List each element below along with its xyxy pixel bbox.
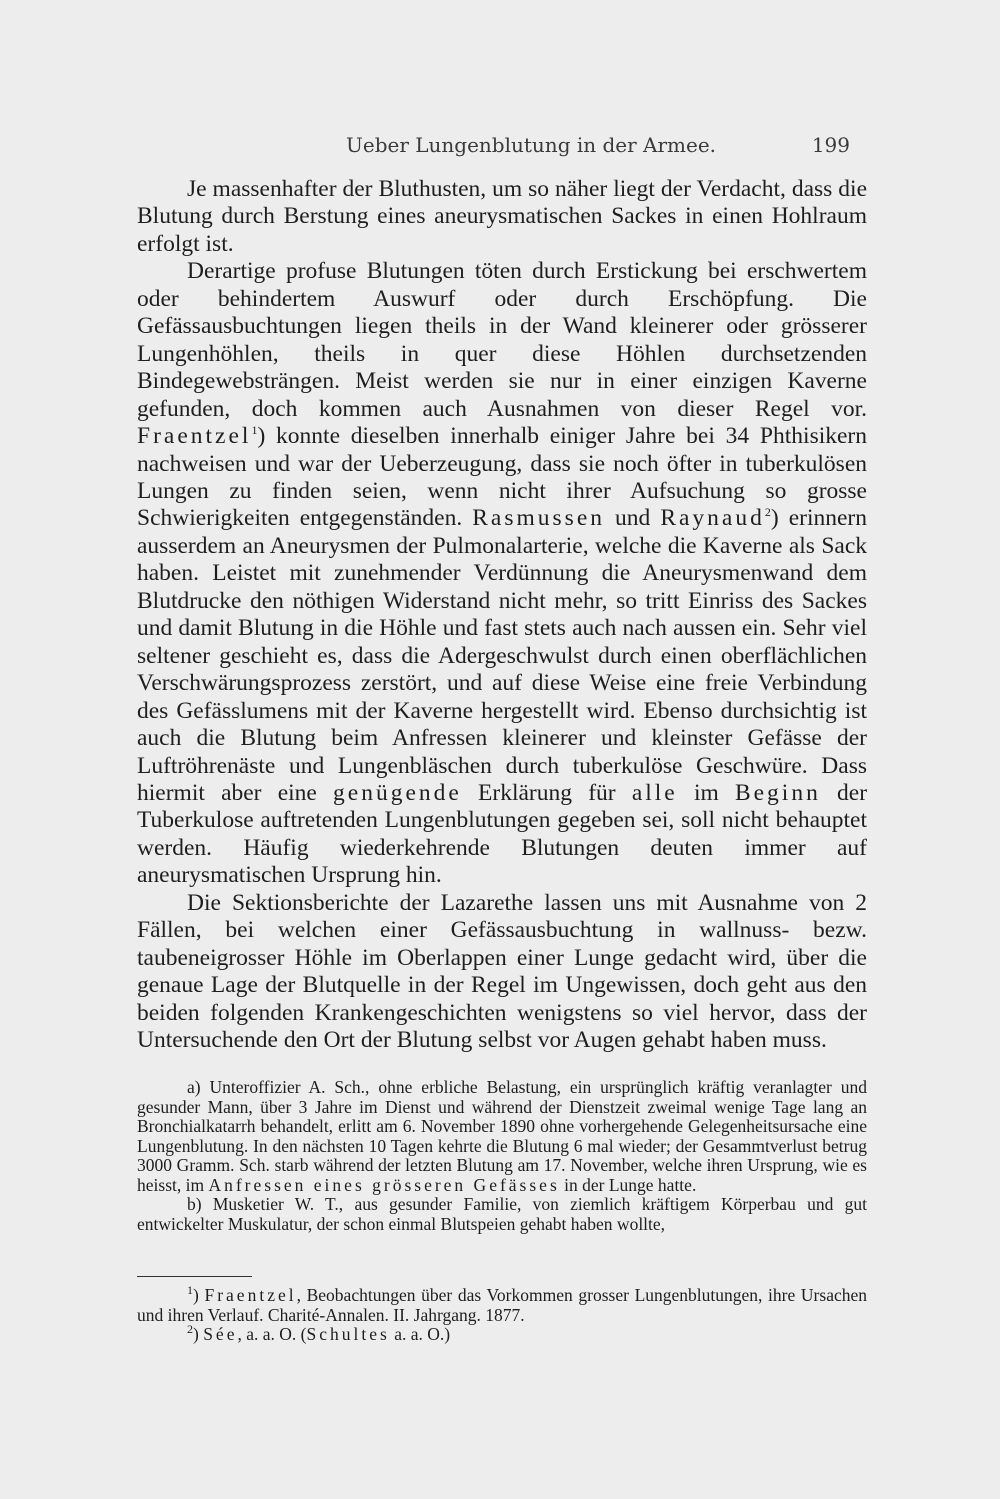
text-run: a. a. O.) xyxy=(389,1324,451,1344)
footnotes xyxy=(137,1283,867,1345)
author-name: Fraentzel xyxy=(137,423,252,450)
text-run: ) konnte dieselben innerhalb einiger Jahre bei 34 Phthisikern nachweisen und war der Ueberzeugung, dass sie noch öfter in tuberkulösen Lungen zu finden seien, wenn nicht ihrer Aufsuchung so grosse Schwierigkeiten entgegenständen. xyxy=(137,423,867,532)
page-number: 199 xyxy=(811,133,850,157)
text-run: in der Lunge hatte. xyxy=(564,1174,697,1195)
text-run: , a. a. O. ( xyxy=(237,1324,307,1344)
text-run: Erklärung für xyxy=(478,779,616,806)
author-name: Raynaud xyxy=(660,505,765,532)
text-run: und xyxy=(615,505,651,532)
text-run: ) erinnern ausserdem an Aneurysmen der Pulmonalarterie, welche die Kaverne als Sack haben. Leistet mit zunehmender Verdünnung die Aneurysmenwand dem Blutdrucke den nöthigen Widerstand nicht mehr, so tritt Einriss des Sackes und damit Blutung in die Höhle und fast stets auch nach aussen ein. Sehr viel seltener geschieht es, dass die Adergeschwulst durch einen oberflächlichen Verschwärungsprozess zerstört, und auf diese Weise eine freie Verbindung des Gefässlumens mit der Kaverne hergestellt wird. Ebenso durchsichtig ist auch die Blutung beim Anfressen kleinerer und kleinster Gefässe der Luftröhrenäste und Lungenbläschen durch tuberkulöse Geschwüre. Dass hiermit aber eine xyxy=(137,505,868,806)
text-run: im xyxy=(693,779,719,806)
case-reports xyxy=(137,1078,867,1234)
author-name: Sée xyxy=(203,1324,238,1344)
footnote-divider xyxy=(137,1276,252,1277)
running-header xyxy=(346,133,850,157)
emphasis: Anfressen eines grösseren Gefässes xyxy=(208,1174,560,1195)
author-name: Schultes xyxy=(306,1324,390,1344)
footnote-ref: 1 xyxy=(251,423,258,438)
footnote-mark: 1 xyxy=(187,1283,193,1298)
emphasis: Beginn xyxy=(734,779,821,806)
case-a xyxy=(137,1078,867,1195)
text-run: der Tuberkulose auftretenden Lungenblutungen gegeben sei, soll nicht behauptet werden. Häufig wiederkehrende Blutungen deuten immer auf aneurysmatischen Ursprung hin. xyxy=(137,779,868,889)
main-text xyxy=(137,176,867,1055)
footnote-mark: 2 xyxy=(187,1322,193,1337)
emphasis: alle xyxy=(631,779,678,806)
text-run: Derartige profuse Blutungen töten durch Erstickung bei erschwertem oder behindertem Auswurf oder durch Erschöpfung. Die Gefässausbuchtungen liegen theils in der Wand kleinerer oder grösserer Lungenhöhlen, theils in quer diese Höhlen durchsetzenden Bindegewebsträngen. Meist werden sie nur in einer einzigen Kaverne gefunden, doch kommen auch Ausnahmen von dieser Regel vor. xyxy=(137,258,867,422)
paragraph xyxy=(137,258,867,889)
author-name: Fraentzel xyxy=(204,1285,297,1305)
author-name: Rasmussen xyxy=(472,505,605,532)
text-run: a) Unteroffizier A. Sch., ohne erbliche Belastung, ein ursprünglich kräftig veranlagter und gesunder Mann, über 3 Jahre im Dienst und während der Dienstzeit zweimal wenige Tage lang an Bronchialkatarrh behandelt, erlitt am 6. November 1890 ohne vorhergehende Gelegenheitsursache eine Lungenblutung. In den nächsten 10 Tagen kehrte die Blutung 6 mal wieder; der Gesammtverlust betrug 3000 Gramm. Sch. starb während der letzten Blutung am 17. November, welche ihren Ursprung, wie es heisst, im xyxy=(137,1077,867,1195)
emphasis: genügende xyxy=(333,779,462,806)
paragraph: Je massenhafter der Bluthusten, um so näher liegt der Verdacht, dass die Blutung durch Berstung eines aneurysmatischen Sackes in einen Hohlraum erfolgt ist. xyxy=(137,176,867,257)
paragraph: Die Sektionsberichte der Lazarethe lassen uns mit Ausnahme von 2 Fällen, bei welchen einer Gefässausbuchtung in wallnuss- bezw. taubeneigrosser Höhle im Oberlappen einer Lunge gedacht wird, über die genaue Lage der Blutquelle in der Regel im Ungewissen, doch geht aus den beiden folgenden Krankengeschichten wenigstens so viel hervor, dass der Untersuchende den Ort der Blutung selbst vor Augen gehabt haben muss. xyxy=(137,889,867,1054)
text-run: , Beobachtungen über das Vorkommen grosser Lungenblutungen, ihre Ursachen und ihren Verlauf. Charité-Annalen. II. Jahrgang. 1877. xyxy=(137,1285,867,1325)
footnote-1: $^1$) Fraentzel, Beobachtungen über das Vorkommen grosser Lungenblutungen, ihre Ursachen und ihren Verlauf. Charité-Annalen. II. Jahrgang. 1877. xyxy=(137,1283,867,1325)
case-b: b) Musketier W. T., aus gesunder Familie, von ziemlich kräftigem Körperbau und gut entwickelter Muskulatur, der schon einmal Blutspeien gehabt haben wollte, xyxy=(137,1194,867,1234)
footnote-2: $^2$) Sée, a. a. O. (Schultes a. a. O.) xyxy=(187,1322,451,1344)
footnote-ref: 2 xyxy=(764,505,771,520)
running-title: Ueber Lungenblutung in der Armee. xyxy=(346,133,717,157)
